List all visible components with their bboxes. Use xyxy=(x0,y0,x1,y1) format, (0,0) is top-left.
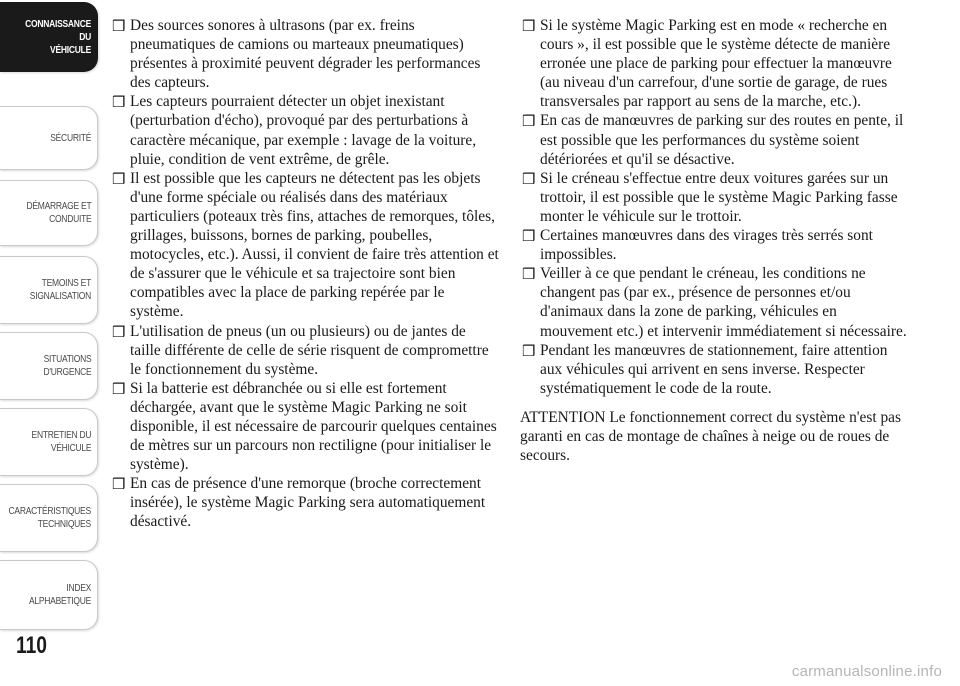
tab-label: DÉMARRAGE ET CONDUITE xyxy=(26,201,91,225)
list-item xyxy=(520,226,910,264)
list-item xyxy=(520,16,910,111)
list-item-text: Des sources sonores à ultrasons (par ex. freins pneumatiques de camions ou marteaux pneumatiques) présentes à proximité peuvent dégrader les performances des capteurs. xyxy=(130,17,481,92)
tab-label: SÉCURITÉ xyxy=(50,132,91,144)
checkbox-bullet-icon: ❒ xyxy=(522,169,536,188)
checkbox-bullet-icon: ❒ xyxy=(112,322,126,341)
checkbox-bullet-icon: ❒ xyxy=(522,265,536,284)
checkbox-bullet-icon: ❒ xyxy=(112,475,126,494)
tab-label: SITUATIONS D'URGENCE xyxy=(43,354,91,378)
list-item-text: Si le système Magic Parking est en mode « recherche en cours », il est possible que le système détecte de manière erronée une place de parking pour effectuer la manœuvre (au niveau d'un carrefour, d'une sortie de garage, de rues transversales par rapport au sens de la marche, etc.). xyxy=(540,17,892,111)
list-item-text: Il est possible que les capteurs ne détectent pas les objets d'une forme spéciale ou réalisés dans des matériaux particuliers (poteaux très fins, attaches de remorques, tôles, grillages, buissons, bornes de parking, poubelles, motocycles, etc.). Aussi, il convient de faire très attention et de s'assurer que le véhicule et sa trajectoire sont bien compatibles avec la place de parking repérée par le système. xyxy=(130,169,499,321)
checkbox-bullet-icon: ❒ xyxy=(522,112,536,131)
list-item xyxy=(110,169,500,322)
list-item xyxy=(520,169,910,226)
list-item xyxy=(110,474,500,531)
list-item-text: Les capteurs pourraient détecter un objet inexistant (perturbation d'écho), provoqué par des perturbations à caractère mécanique, par exemple : lavage de la voiture, pluie, condition de vent extrême, de grêle. xyxy=(130,93,477,168)
tab-label: TEMOINS ET SIGNALISATION xyxy=(29,278,91,302)
tab-connaissance-du-vehicule[interactable] xyxy=(0,2,98,72)
list-item-text: Si la batterie est débranchée ou si elle est fortement déchargée, avant que le système Magic Parking ne soit disponible, il est nécessaire de parcourir quelques centaines de mètres sur un parcours non rectiligne (pour initialiser le système). xyxy=(130,379,497,474)
list-item-text: Veiller à ce que pendant le créneau, les conditions ne changent pas (par ex., présence de personnes et/ou d'animaux dans la zone de parking, véhicules en mouvement etc.) et intervenir immédiatement si nécessaire. xyxy=(540,265,907,340)
checkbox-bullet-icon: ❒ xyxy=(522,17,536,35)
left-column xyxy=(110,16,500,532)
checkbox-bullet-icon: ❒ xyxy=(112,169,126,188)
list-item xyxy=(520,111,910,168)
checkbox-bullet-icon: ❒ xyxy=(112,379,126,398)
tab-demarrage-et-conduite[interactable] xyxy=(0,180,98,246)
list-item-text: En cas de présence d'une remorque (broche correctement insérée), le système Magic Parking sera automatiquement désactivé. xyxy=(130,475,486,531)
list-item xyxy=(110,16,500,92)
list-item-text: L'utilisation de pneus (un ou plusieurs) ou de jantes de taille différente de celle de série risquent de compromettre le fonctionnement du système. xyxy=(130,322,489,378)
list-item xyxy=(520,341,910,398)
list-item-text: Certaines manœuvres dans des virages très serrés sont impossibles. xyxy=(540,227,873,264)
watermark: carmanualsonline.info xyxy=(791,663,942,680)
list-item-text: Pendant les manœuvres de stationnement, faire attention aux véhicules qui arrivent en sens inverse. Respecter systématiquement le code de la route. xyxy=(540,341,888,397)
list-item-text: En cas de manœuvres de parking sur des routes en pente, il est possible que les performances du système soient détériorées et qu'il se désactive. xyxy=(540,112,904,168)
list-item xyxy=(110,92,500,168)
tab-caracteristiques-techniques[interactable] xyxy=(0,484,98,552)
tab-index-alphabetique[interactable] xyxy=(0,560,98,630)
tab-situations-d-urgence[interactable] xyxy=(0,332,98,400)
chapter-sidebar xyxy=(0,0,100,640)
list-item-text: Si le créneau s'effectue entre deux voitures garées sur un trottoir, il est possible que le système Magic Parking fasse monter le véhicule sur le trottoir. xyxy=(540,169,898,225)
list-item xyxy=(110,379,500,474)
page-number: 110 xyxy=(16,632,47,659)
tab-temoins-et-signalisation[interactable] xyxy=(0,256,98,324)
tab-securite[interactable] xyxy=(0,106,98,170)
tab-label: CONNAISSANCE DU VÉHICULE xyxy=(25,18,92,56)
checkbox-bullet-icon: ❒ xyxy=(112,17,126,35)
tab-label: CARACTÉRISTIQUES TECHNIQUES xyxy=(8,506,91,530)
tab-label: INDEX ALPHABETIQUE xyxy=(28,583,91,607)
list-item xyxy=(520,264,910,340)
checkbox-bullet-icon: ❒ xyxy=(522,341,536,360)
right-column xyxy=(520,16,910,465)
list-item xyxy=(110,322,500,379)
checkbox-bullet-icon: ❒ xyxy=(522,227,536,246)
tab-label: ENTRETIEN DU VÉHICULE xyxy=(31,430,91,454)
attention-note: ATTENTION Le fonctionnement correct du système n'est pas garanti en cas de montage de chaînes à neige ou de roues de secours. xyxy=(520,408,902,465)
tab-entretien-du-vehicule[interactable] xyxy=(0,408,98,476)
checkbox-bullet-icon: ❒ xyxy=(112,93,126,112)
